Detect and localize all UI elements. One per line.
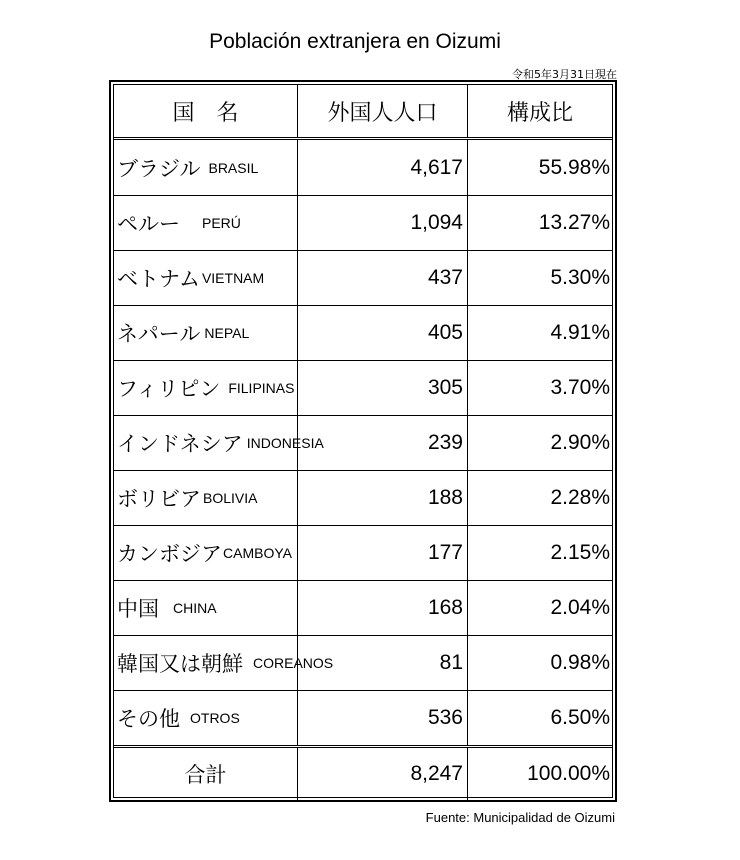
population-cell: 168: [298, 580, 468, 635]
country-name-es: INDONESIA: [246, 434, 324, 451]
table-row: [114, 305, 612, 361]
share-cell: 2.90%: [550, 430, 610, 454]
header-population: 外国人人口: [298, 85, 468, 137]
share-cell: 3.70%: [550, 375, 610, 399]
country-name-es: CHINA: [173, 599, 217, 616]
population-cell: 239: [298, 415, 468, 470]
table-inner: [113, 84, 613, 798]
table-row: [114, 525, 612, 581]
country-cell: [114, 195, 298, 250]
country-name-es: OTROS: [190, 709, 240, 726]
total-label: 合計: [114, 747, 298, 801]
population-cell: 1,094: [298, 195, 468, 250]
table-row: [114, 360, 612, 416]
population-cell: 305: [298, 360, 468, 415]
country-name-jp: 韓国又は朝鮮: [117, 651, 243, 676]
country-cell: [114, 250, 298, 305]
country-name-es: PERÚ: [202, 214, 241, 231]
share-cell: 2.15%: [550, 540, 610, 564]
country-cell: [114, 360, 298, 415]
share-cell: 13.27%: [538, 210, 610, 234]
country-name-es: BOLIVIA: [203, 489, 258, 506]
table-row: [114, 195, 612, 251]
share-cell: 4.91%: [550, 320, 610, 344]
country-name-jp: ペルー: [117, 211, 180, 236]
header-country: 国 名: [114, 85, 298, 137]
header-share: 構成比: [506, 100, 573, 126]
population-cell: 437: [298, 250, 468, 305]
total-share: 100.00%: [527, 762, 610, 785]
country-name-jp: フィリピン: [117, 376, 221, 401]
country-name-jp: その他: [117, 706, 180, 731]
country-name-jp: 中国: [117, 596, 159, 621]
population-cell: 405: [298, 305, 468, 360]
table-row: [114, 140, 612, 196]
population-cell: 81: [298, 635, 468, 690]
country-name-jp: ボリビア: [117, 486, 201, 511]
share-cell: 2.28%: [550, 485, 610, 509]
population-cell: 177: [298, 525, 468, 580]
total-population: 8,247: [298, 747, 468, 801]
source-note: Fuente: Municipalidad de Oizumi: [425, 810, 615, 825]
country-cell: [114, 690, 298, 745]
population-cell: 188: [298, 470, 468, 525]
date-note: 令和5年3月31日現在: [512, 68, 617, 81]
country-name-jp: インドネシア: [117, 431, 243, 456]
country-name-jp: ブラジル: [117, 156, 201, 181]
table-header-row: [114, 85, 612, 140]
total-row: [114, 747, 612, 801]
country-name-jp: ネパール: [117, 321, 201, 346]
country-name-jp: ベトナム: [117, 266, 200, 291]
country-name-es: BRASIL: [208, 159, 259, 176]
share-cell: 55.98%: [538, 155, 610, 179]
table-row: [114, 635, 612, 691]
share-cell: 5.30%: [550, 265, 610, 289]
country-name-jp: カンボジア: [117, 541, 222, 566]
share-cell: 2.04%: [550, 595, 610, 619]
country-cell: [114, 580, 298, 635]
country-name-es: VIETNAM: [201, 269, 265, 286]
page-title: Población extranjera en Oizumi: [209, 30, 501, 53]
country-cell: [114, 140, 298, 195]
country-name-es: COREANOS: [253, 654, 334, 671]
table-row: [114, 250, 612, 306]
country-name-es: CAMBOYA: [223, 544, 292, 561]
share-cell: 0.98%: [550, 650, 610, 674]
country-cell: [114, 305, 298, 360]
table-row: [114, 415, 612, 471]
country-name-es: NEPAL: [204, 324, 250, 341]
population-cell: 536: [298, 690, 468, 745]
table-row: [114, 690, 612, 748]
share-cell: 6.50%: [550, 705, 610, 729]
country-cell: [114, 635, 334, 690]
country-name-es: FILIPINAS: [228, 379, 295, 396]
table-row: [114, 580, 612, 636]
population-cell: 4,617: [298, 140, 468, 195]
country-cell: [114, 525, 298, 580]
country-cell: [114, 470, 298, 525]
population-table: [109, 80, 617, 802]
country-cell: [114, 415, 324, 470]
table-row: [114, 470, 612, 526]
